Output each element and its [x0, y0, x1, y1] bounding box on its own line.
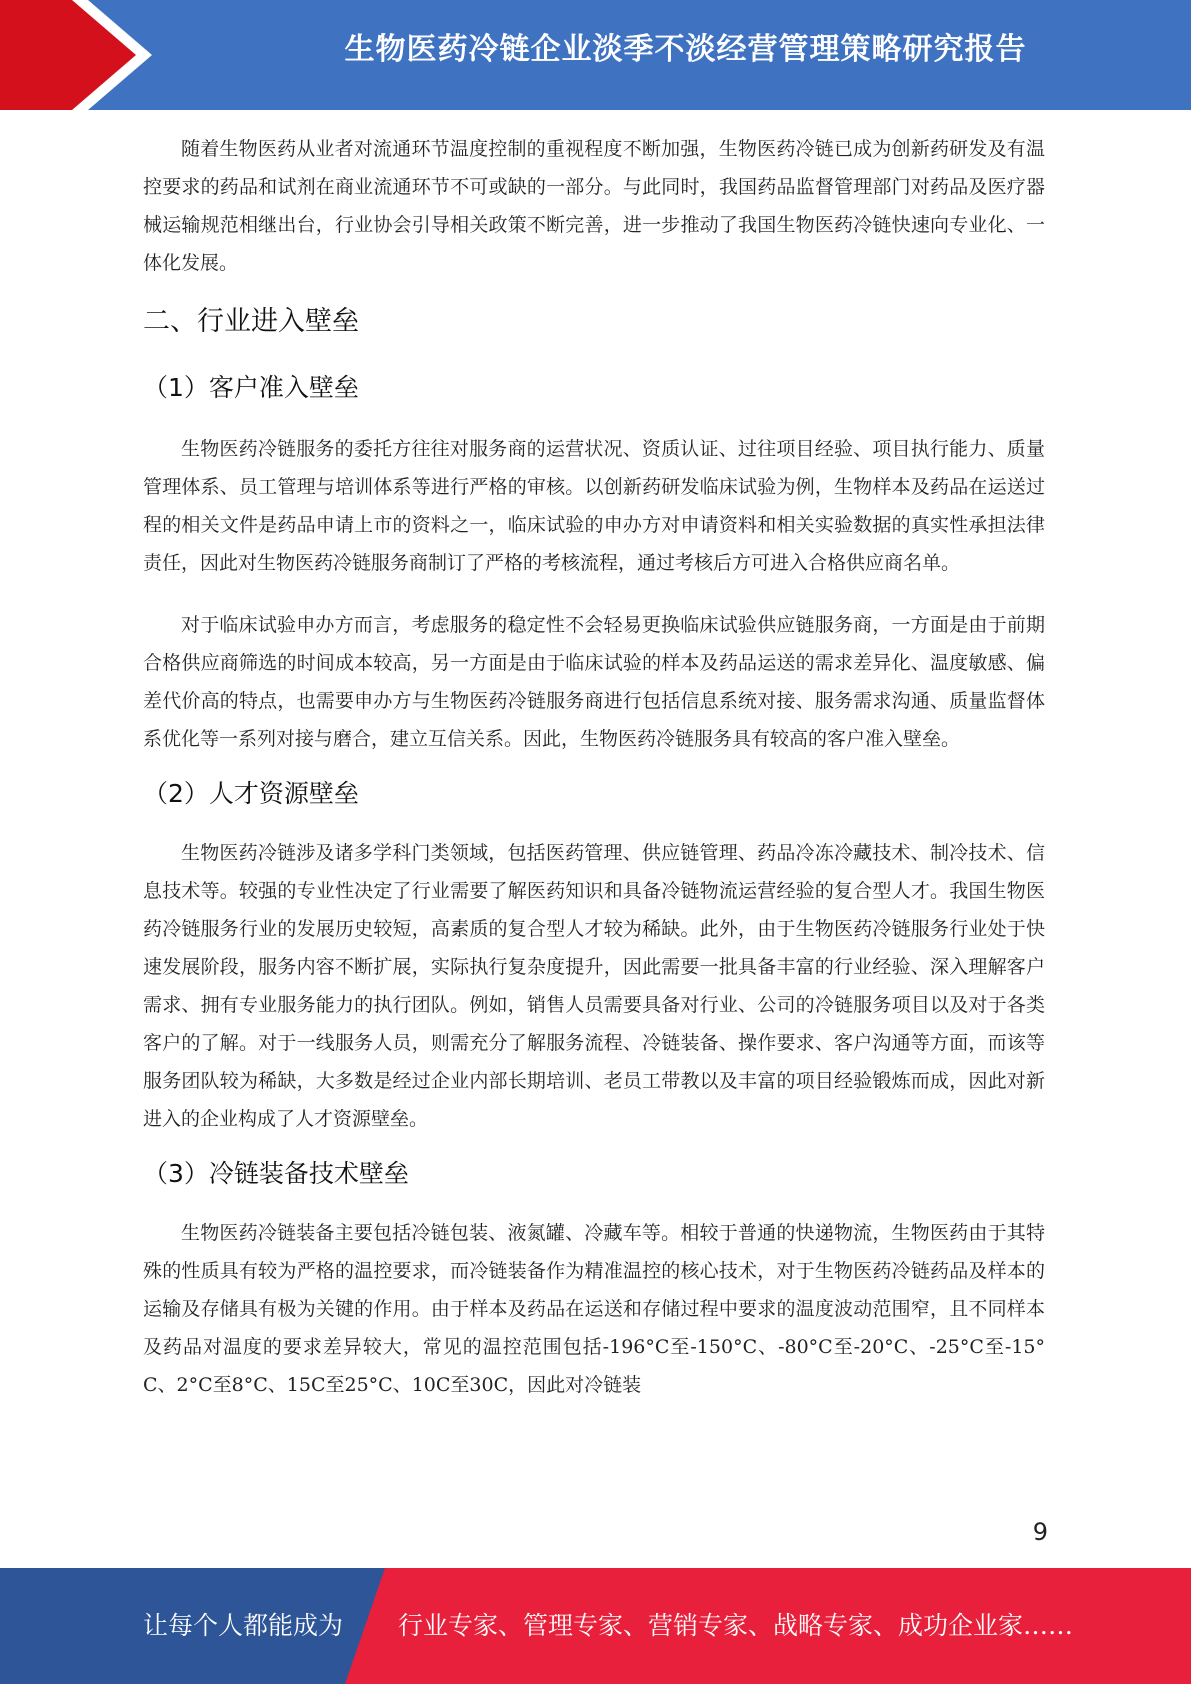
paragraph-customer-1: 生物医药冷链服务的委托方往往对服务商的运营状况、资质认证、过往项目经验、项目执行能力、质量管理体系、员工管理与培训体系等进行严格的审核。以创新药研发临床试验为例，生物样本及药品在运送过程的相关文件是药品申请上市的资料之一，临床试验的申办方对申请资料和相关实验数据的真实性承担法律责任，因此对生物医药冷链服务商制订了严格的考核流程，通过考核后方可进入合格供应商名单。 — [143, 438, 1045, 574]
paragraph-customer-2: 对于临床试验申办方而言，考虑服务的稳定性不会轻易更换临床试验供应链服务商，一方面是由于前期合格供应商筛选的时间成本较高，另一方面是由于临床试验的样本及药品运送的需求差异化、温度敏感、偏差代价高的特点，也需要申办方与生物医药冷链服务商进行包括信息系统对接、服务需求沟通、质量监督体系优化等一系列对接与磨合，建立互信关系。因此，生物医药冷链服务具有较高的客户准入壁垒。 — [143, 614, 1045, 750]
page-footer — [0, 1568, 1191, 1684]
paragraph-equipment-1: 生物医药冷链装备主要包括冷链包装、液氮罐、冷藏车等。相较于普通的快递物流，生物医药由于其特殊的性质具有较为严格的温控要求，而冷链装备作为精准温控的核心技术，对于生物医药冷链药品及样本的运输及存储具有极为关键的作用。由于样本及药品在运送和存储过程中要求的温度波动范围窄，且不同样本及药品对温度的要求差异较大，常见的温控范围包括-196°C至-150°C、-80°C至-20°C、-25°C至-15°C、2°C至8°C、15C至25°C、10C至30C，因此对冷链装 — [143, 1222, 1045, 1396]
subsection-heading-customer: （1）客户准入壁垒 — [143, 373, 359, 402]
page-content — [143, 130, 1045, 1404]
paragraph-talent-1: 生物医药冷链涉及诸多学科门类领域，包括医药管理、供应链管理、药品冷冻冷藏技术、制冷技术、信息技术等。较强的专业性决定了行业需要了解医药知识和具备冷链物流运营经验的复合型人才。我国生物医药冷链服务行业的发展历史较短，高素质的复合型人才较为稀缺。此外，由于生物医药冷链服务行业处于快速发展阶段，服务内容不断扩展，实际执行复杂度提升，因此需要一批具备丰富的行业经验、深入理解客户需求、拥有专业服务能力的执行团队。例如，销售人员需要具备对行业、公司的冷链服务项目以及对于各类客户的了解。对于一线服务人员，则需充分了解服务流程、冷链装备、操作要求、客户沟通等方面，而该等服务团队较为稀缺，大多数是经过企业内部长期培训、老员工带教以及丰富的项目经验锻炼而成，因此对新进入的企业构成了人才资源壁垒。 — [143, 842, 1045, 1130]
section-heading: 二、行业进入壁垒 — [143, 306, 359, 337]
page-header — [0, 0, 1191, 110]
footer-slogan-left: 让每个人都能成为 — [143, 1611, 344, 1640]
subsection-heading-equipment: （3）冷链装备技术壁垒 — [143, 1159, 409, 1188]
report-title: 生物医药冷链企业淡季不淡经营管理策略研究报告 — [344, 32, 1027, 67]
header-arrow-decoration — [0, 0, 160, 110]
header-red-chevron — [0, 0, 136, 110]
subsection-heading-talent: （2）人才资源壁垒 — [143, 779, 359, 808]
footer-slogan-right: 行业专家、管理专家、营销专家、战略专家、成功企业家…… — [398, 1611, 1074, 1640]
page-number: 9 — [1032, 1518, 1048, 1546]
intro-paragraph: 随着生物医药从业者对流通环节温度控制的重视程度不断加强，生物医药冷链已成为创新药研发及有温控要求的药品和试剂在商业流通环节不可或缺的一部分。与此同时，我国药品监督管理部门对药品及医疗器械运输规范相继出台，行业协会引导相关政策不断完善，进一步推动了我国生物医药冷链快速向专业化、一体化发展。 — [143, 138, 1045, 274]
